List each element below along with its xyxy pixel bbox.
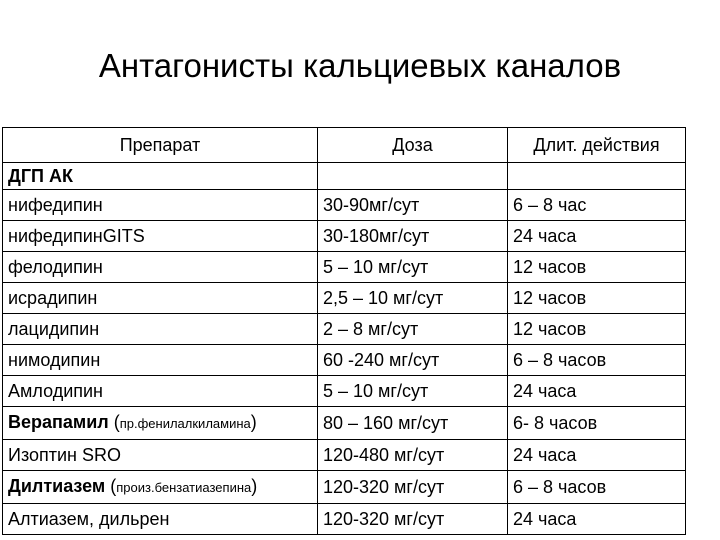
- drug-table: [2, 127, 686, 535]
- dose-cell: 120-320 мг/сут: [318, 504, 508, 535]
- drug-note: произ.бензатиазепина: [116, 480, 252, 495]
- group-dose-empty: [318, 163, 508, 190]
- group-label: ДГП АК: [3, 163, 318, 190]
- dose-cell: 120-480 мг/сут: [318, 440, 508, 471]
- drug-note-open: (: [108, 412, 120, 432]
- drug-note: пр.фенилалкиламина: [119, 416, 251, 431]
- duration-cell: 24 часа: [508, 221, 686, 252]
- duration-cell: 24 часа: [508, 376, 686, 407]
- duration-cell: 12 часов: [508, 283, 686, 314]
- table-row: [3, 190, 686, 221]
- drug-note-close: ): [250, 412, 257, 432]
- group-duration-empty: [508, 163, 686, 190]
- table-header-row: [3, 128, 686, 163]
- table-row: [3, 221, 686, 252]
- drug-note-close: ): [251, 476, 258, 496]
- duration-cell: 6 – 8 часов: [508, 345, 686, 376]
- drug-cell: нимодипин: [3, 345, 318, 376]
- drug-cell: исрадипин: [3, 283, 318, 314]
- drug-cell: [3, 471, 318, 504]
- table-row: [3, 407, 686, 440]
- group-row: [3, 163, 686, 190]
- table-row: [3, 440, 686, 471]
- dose-cell: 2 – 8 мг/сут: [318, 314, 508, 345]
- duration-cell: 6 – 8 часов: [508, 471, 686, 504]
- drug-cell: нифедипинGITS: [3, 221, 318, 252]
- slide-title: Антагонисты кальциевых каналов: [98, 47, 622, 84]
- table-row: [3, 252, 686, 283]
- duration-cell: 24 часа: [508, 504, 686, 535]
- table-row: [3, 283, 686, 314]
- drug-name: Верапамил: [8, 412, 109, 432]
- duration-cell: 6- 8 часов: [508, 407, 686, 440]
- table-row: [3, 376, 686, 407]
- drug-cell: нифедипин: [3, 190, 318, 221]
- header-duration: Длит. действия: [508, 128, 686, 163]
- duration-cell: 12 часов: [508, 252, 686, 283]
- drug-note-open: (: [105, 476, 117, 496]
- header-dose: Доза: [318, 128, 508, 163]
- dose-cell: 5 – 10 мг/сут: [318, 252, 508, 283]
- table-row: [3, 345, 686, 376]
- dose-cell: 60 -240 мг/сут: [318, 345, 508, 376]
- table-row: [3, 471, 686, 504]
- dose-cell: 80 – 160 мг/сут: [318, 407, 508, 440]
- dose-cell: 30-90мг/сут: [318, 190, 508, 221]
- table-row: [3, 314, 686, 345]
- dose-cell: 30-180мг/сут: [318, 221, 508, 252]
- dose-cell: 2,5 – 10 мг/сут: [318, 283, 508, 314]
- drug-cell: Изоптин SRO: [3, 440, 318, 471]
- table-row: [3, 504, 686, 535]
- duration-cell: 6 – 8 час: [508, 190, 686, 221]
- drug-cell: фелодипин: [3, 252, 318, 283]
- dose-cell: 5 – 10 мг/сут: [318, 376, 508, 407]
- header-drug: Препарат: [3, 128, 318, 163]
- dose-cell: 120-320 мг/сут: [318, 471, 508, 504]
- drug-cell: Амлодипин: [3, 376, 318, 407]
- drug-name: Дилтиазем: [8, 476, 106, 496]
- drug-cell: Алтиазем, дильрен: [3, 504, 318, 535]
- drug-cell: [3, 407, 318, 440]
- duration-cell: 24 часа: [508, 440, 686, 471]
- drug-cell: лацидипин: [3, 314, 318, 345]
- duration-cell: 12 часов: [508, 314, 686, 345]
